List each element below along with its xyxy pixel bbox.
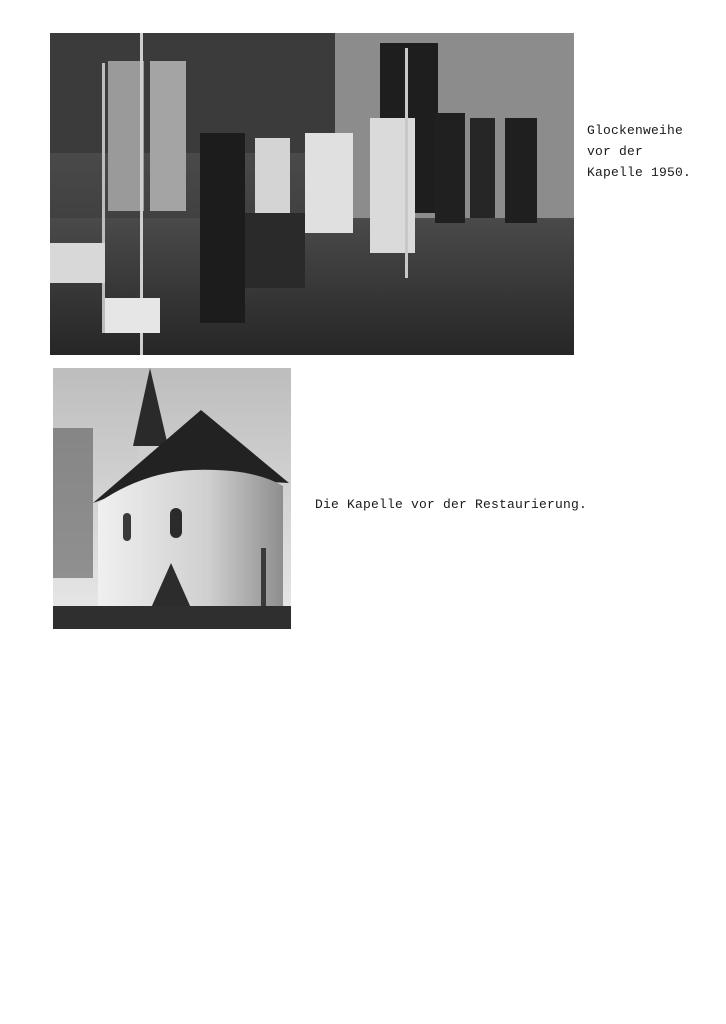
photo-chapel-before-restoration [53,368,291,629]
photo-bell-consecration-image [50,33,574,355]
caption-line-1: Glockenweihe [587,123,684,138]
caption-bell-consecration [587,120,691,183]
caption-chapel-before-restoration: Die Kapelle vor der Restaurierung. [315,497,588,512]
caption-line-3: Kapelle 1950. [587,165,692,180]
photo-chapel-image [53,368,291,629]
photo-bell-consecration [50,33,574,355]
caption-line-2: vor der [587,144,644,159]
